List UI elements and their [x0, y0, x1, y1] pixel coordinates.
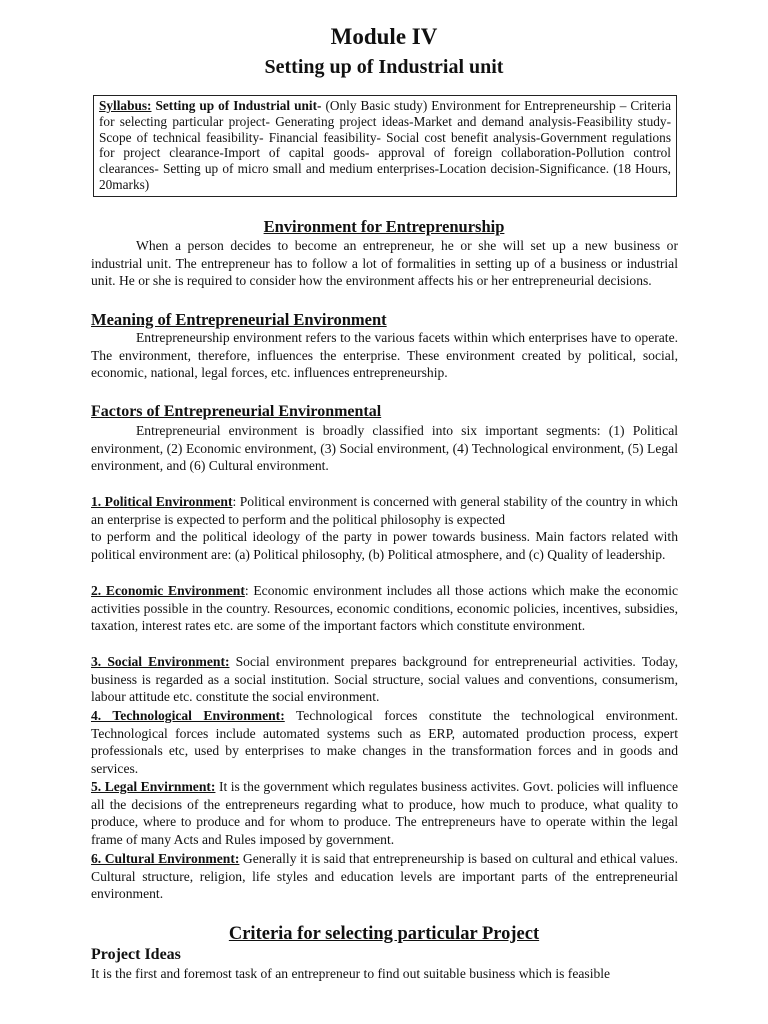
project-ideas-text: It is the first and foremost task of an entrepreneur to find out suitable business which is feasible: [91, 966, 611, 981]
legal-env-item: [91, 778, 678, 848]
syllabus-label: Syllabus:: [99, 98, 152, 113]
meaning-text: Entrepreneurship environment refers to the various facets within which enterprises have to operate. The environment, therefore, influences the enterprise. These environment created by political, social, economic, national, legal forces, etc. influences entrepreneurship.: [91, 330, 678, 381]
item-text: Technological forces constitute the technological environment. Technological forces include automated systems such as ERP, automated production process, expert professionals etc, used by enterprises to make changes in the transformation forces and in goods and services.: [91, 708, 678, 776]
item-text: Economic environment includes all those actions which make the economic activities possible in the country. Resources, economic conditions, economic policies, incentives, subsidies, taxation, interest rates etc. are some of the important factors which constitute environment.: [91, 583, 679, 634]
module-title: Module IV: [330, 24, 438, 49]
item-term: 5. Legal Envirnment:: [91, 779, 216, 794]
political-env-item: 1. Political Environment: Political environment is concerned with general stability of the country in which an enterprise is expected to perform and the political philosophy is expected to perform and the political ideology of the party in power towards business. Main factors related with political environment are: (a) Political philosophy, (b) Political atmosphere, and (c) Quality of leadership.: [91, 494, 678, 562]
economic-env-item: 2. Economic Environment: Economic environment includes all those actions which make the economic activities possible in the country. Resources, economic conditions, economic policies, incentives, subsidies, taxation, interest rates etc. are some of the important factors which constitute environment.: [91, 583, 679, 634]
item-text-cont: to perform and the political ideology of the party in power towards business. Main factors related with political environment are: (a) Political philosophy, (b) Political atmosphere, and (c) Quality of leadership.: [91, 529, 678, 562]
env-heading: Environment for Entreprenurship: [263, 217, 505, 236]
project-ideas-heading: Project Ideas: [91, 946, 181, 963]
item-term: 6. Cultural Environment:: [91, 851, 240, 866]
env-intro: When a person decides to become an entrepreneur, he or she will set up a new business or industrial unit. The entrepreneur has to follow a lot of formalities in setting up of a business or industrial unit. He or she is required to consider how the environment affects his or her entrepreneurial decisions.: [91, 238, 678, 289]
meaning-heading: Meaning of Entrepreneurial Environment: [91, 310, 387, 329]
item-text: Generally it is said that entrepreneurship is based on cultural and ethical values. Cultural structure, religion, life styles and education levels are important parts of the entrepreneurial environment.: [91, 851, 678, 902]
item-text: Political environment is concerned with general stability of the country in which an enterprise is expected to perform and the political philosophy is expected: [91, 494, 678, 527]
social-env-item: [91, 653, 678, 706]
syllabus-topic: Setting up of Industrial unit-: [151, 98, 322, 113]
item-term: 1. Political Environment: [91, 494, 233, 509]
item-term: 2. Economic Environment: [91, 583, 245, 598]
syllabus-text: (Only Basic study) Environment for Entrepreneurship – Criteria for selecting particular project- Generating project ideas-Market and demand analysis-Feasibility study- Scope of technical feasibility- Financial feasibility- Social cost benefit analysis-Government regulations for project clearance-Import of capital goods- approval of foreign collaboration-Pollution control clearances- Setting up of micro small and medium enterprises-Location decision-Significance. (18 Hours, 20marks): [99, 98, 671, 192]
item-text: Social environment prepares background for entrepreneurial activities. Today, business is regarded as a social institution. Social structure, social values and conventions, consumerism, labour attitude etc. constitute the social environment.: [91, 654, 678, 705]
item-term: 4. Technological Environment:: [91, 708, 285, 723]
factors-text: Entrepreneurial environment is broadly classified into six important segments: (1) Political environment, (2) Economic environment, (3) Social environment, (4) Technological environment, (5) Legal environment, and (6) Cultural environment.: [91, 423, 678, 474]
criteria-heading: Criteria for selecting particular Project: [228, 924, 540, 944]
item-term: 3. Social Environment:: [91, 654, 230, 669]
technological-env-item: [91, 707, 678, 777]
module-subtitle: Setting up of Industrial unit: [264, 56, 504, 78]
factors-heading: Factors of Entrepreneurial Environmental: [91, 403, 382, 420]
syllabus-box: [93, 95, 677, 197]
item-text: It is the government which regulates business activites. Govt. policies will influence all the decisions of the entrepreneurs regarding what to produce, how much to produce, what quality to produce, where to produce and for whom to produce. The entrepreneurs have to operate within the legal frame of many Acts and Rules imposed by government.: [91, 779, 678, 847]
cultural-env-item: [91, 850, 678, 903]
